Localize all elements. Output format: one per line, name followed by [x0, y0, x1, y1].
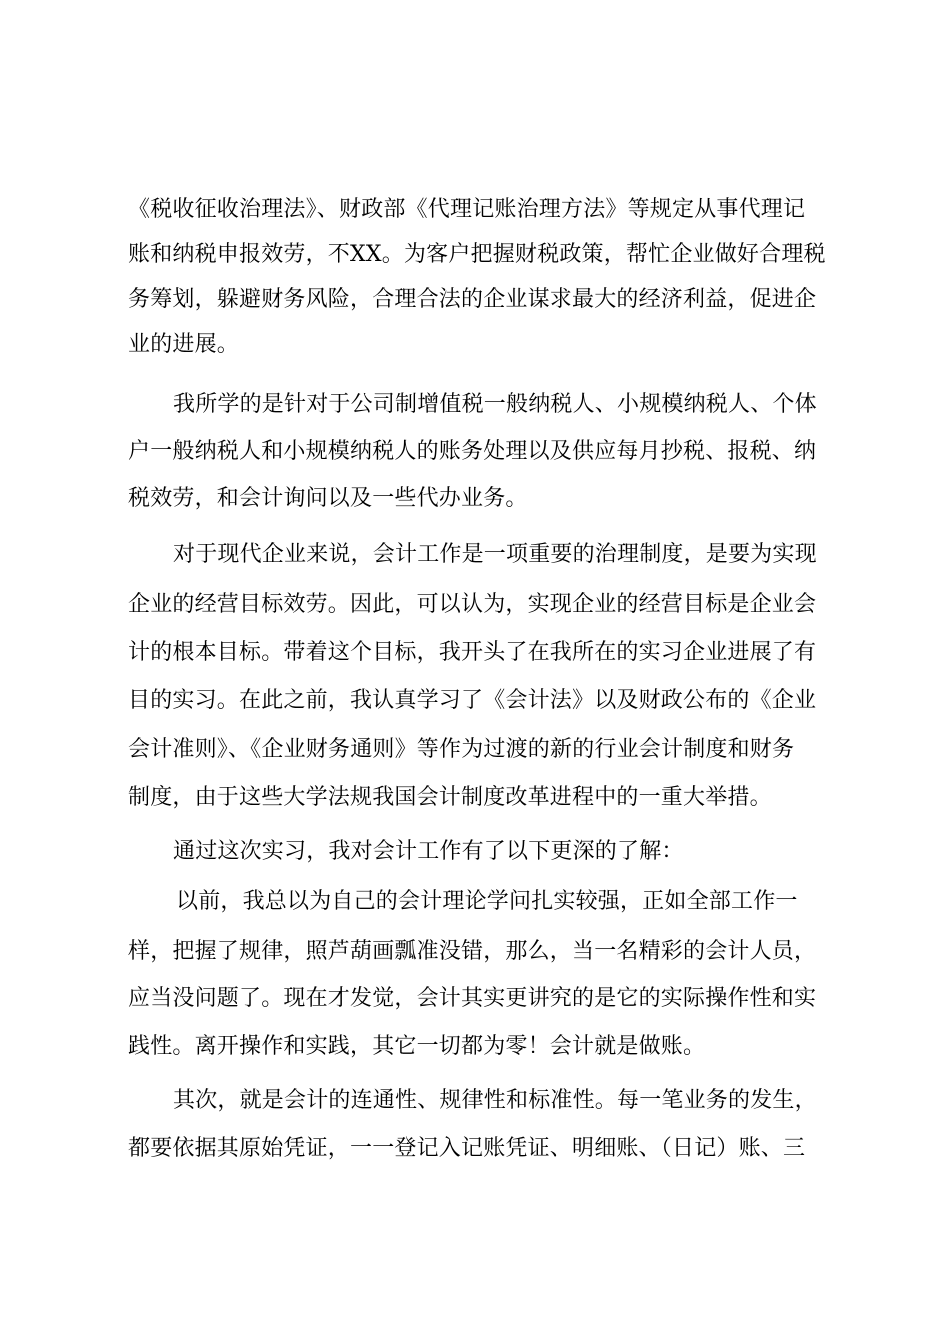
- paragraph-first-line: 对于现代企业来说，会计工作是一项重要的治理制度，是要为实现: [173, 542, 817, 567]
- text-line: 务筹划，躲避财务风险，合理合法的企业谋求最大的经济利益，促进企: [128, 287, 817, 312]
- text-line: 制度，由于这些大学法规我国会计制度改革进程中的一重大举措。: [128, 785, 772, 810]
- text-line: 应当没问题了。现在才发觉，会计其实更讲究的是它的实际操作性和实: [128, 986, 817, 1011]
- text-line: 计的根本目标。带着这个目标，我开头了在我所在的实习企业进展了有: [128, 640, 817, 665]
- text-line: 企业的经营目标效劳。因此，可以认为，实现企业的经营目标是企业会: [128, 592, 817, 617]
- text-line: 目的实习。在此之前，我认真学习了《会计法》以及财政公布的《企业: [128, 688, 817, 713]
- text-line: 都要依据其原始凭证，一一登记入记账凭证、明细账、（日记）账、三: [128, 1136, 806, 1161]
- text-line: 会计准则》、《企业财务通则》等作为过渡的新的行业会计制度和财务: [128, 737, 795, 762]
- text-line: 《税收征收治理法》、财政部《代理记账治理方法》等规定从事代理记: [128, 197, 806, 222]
- text-line: 税效劳，和会计询问以及一些代办业务。: [128, 486, 528, 511]
- paragraph-first-line: 我所学的是针对于公司制增值税一般纳税人、小规模纳税人、个体: [173, 392, 817, 417]
- paragraph-first-line: 通过这次实习，我对会计工作有了以下更深的了解：: [173, 839, 684, 864]
- paragraph-first-line: 其次，就是会计的连通性、规律性和标准性。每一笔业务的发生，: [173, 1088, 817, 1113]
- text-line: 践性。离开操作和实践，其它一切都为零！会计就是做账。: [128, 1034, 706, 1059]
- text-line: 户一般纳税人和小规模纳税人的账务处理以及供应每月抄税、报税、纳: [128, 439, 817, 464]
- text-line: 账和纳税申报效劳，不XX。为客户把握财税政策，帮忙企业做好合理税: [128, 242, 826, 267]
- paragraph-first-line: 以前，我总以为自己的会计理论学问扎实较强，正如全部工作一: [176, 889, 798, 914]
- text-line: 业的进展。: [128, 332, 240, 357]
- text-line: 样，把握了规律，照芦葫画瓢准没错，那么，当一名精彩的会计人员，: [128, 939, 817, 964]
